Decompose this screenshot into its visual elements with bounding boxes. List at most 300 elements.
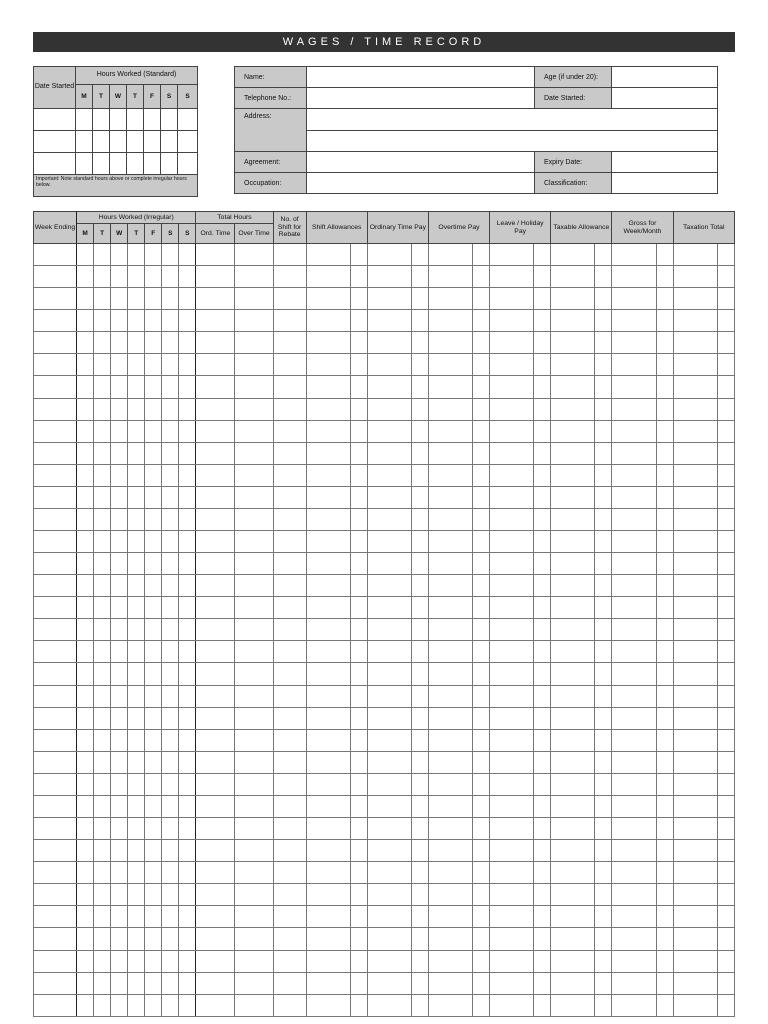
ordinary-time-pay-cents-cell[interactable]	[411, 994, 428, 1016]
gross-week-month-dollars-cell[interactable]	[612, 994, 656, 1016]
leave-holiday-pay-dollars-cell[interactable]	[490, 840, 534, 862]
ord-time-cell[interactable]	[196, 376, 235, 398]
day-sunday-hours-cell[interactable]	[179, 398, 196, 420]
ord-time-cell[interactable]	[196, 597, 235, 619]
taxation-total-cents-cell[interactable]	[717, 354, 734, 376]
shift-allowances-dollars-cell[interactable]	[306, 310, 350, 332]
over-time-cell[interactable]	[235, 751, 273, 773]
day-sunday-hours-cell[interactable]	[179, 244, 196, 266]
ord-time-cell[interactable]	[196, 663, 235, 685]
over-time-cell[interactable]	[235, 685, 273, 707]
day-tuesday-hours-cell[interactable]	[94, 508, 111, 530]
day-saturday-hours-cell[interactable]	[162, 531, 179, 553]
shifts-rebate-cell[interactable]	[273, 729, 306, 751]
week-ending-cell[interactable]	[34, 420, 77, 442]
gross-week-month-dollars-cell[interactable]	[612, 906, 656, 928]
day-monday-hours-cell[interactable]	[77, 553, 94, 575]
taxable-allowance-cents-cell[interactable]	[595, 288, 612, 310]
week-ending-cell[interactable]	[34, 332, 77, 354]
ord-time-cell[interactable]	[196, 994, 235, 1016]
shift-allowances-cents-cell[interactable]	[350, 354, 367, 376]
shifts-rebate-cell[interactable]	[273, 773, 306, 795]
leave-holiday-pay-dollars-cell[interactable]	[490, 685, 534, 707]
day-sunday-hours-cell[interactable]	[179, 884, 196, 906]
ordinary-time-pay-dollars-cell[interactable]	[367, 619, 411, 641]
ordinary-time-pay-cents-cell[interactable]	[411, 840, 428, 862]
leave-holiday-pay-cents-cell[interactable]	[534, 685, 551, 707]
day-sunday-hours-cell[interactable]	[179, 597, 196, 619]
day-tuesday-hours-cell[interactable]	[94, 818, 111, 840]
day-friday-hours-cell[interactable]	[145, 773, 162, 795]
over-time-cell[interactable]	[235, 795, 273, 817]
overtime-pay-dollars-cell[interactable]	[428, 818, 472, 840]
ord-time-cell[interactable]	[196, 707, 235, 729]
shift-allowances-dollars-cell[interactable]	[306, 685, 350, 707]
day-thursday-hours-cell[interactable]	[128, 266, 145, 288]
taxation-total-cents-cell[interactable]	[717, 288, 734, 310]
taxation-total-dollars-cell[interactable]	[673, 420, 717, 442]
day-sunday-hours-cell[interactable]	[179, 906, 196, 928]
over-time-cell[interactable]	[235, 442, 273, 464]
shifts-rebate-cell[interactable]	[273, 751, 306, 773]
day-saturday-hours-cell[interactable]	[162, 288, 179, 310]
overtime-pay-dollars-cell[interactable]	[428, 994, 472, 1016]
taxable-allowance-cents-cell[interactable]	[595, 332, 612, 354]
taxable-allowance-dollars-cell[interactable]	[551, 310, 595, 332]
ord-time-cell[interactable]	[196, 266, 235, 288]
overtime-pay-dollars-cell[interactable]	[428, 508, 472, 530]
day-thursday-hours-cell[interactable]	[127, 131, 144, 153]
gross-week-month-cents-cell[interactable]	[656, 244, 673, 266]
shift-allowances-dollars-cell[interactable]	[306, 906, 350, 928]
taxable-allowance-dollars-cell[interactable]	[551, 464, 595, 486]
day-thursday-hours-cell[interactable]	[128, 707, 145, 729]
day-thursday-hours-cell[interactable]	[128, 420, 145, 442]
taxable-allowance-cents-cell[interactable]	[595, 597, 612, 619]
ordinary-time-pay-dollars-cell[interactable]	[367, 818, 411, 840]
day-saturday-hours-cell[interactable]	[162, 707, 179, 729]
taxation-total-dollars-cell[interactable]	[673, 244, 717, 266]
leave-holiday-pay-cents-cell[interactable]	[534, 818, 551, 840]
day-friday-hours-cell[interactable]	[145, 972, 162, 994]
taxable-allowance-cents-cell[interactable]	[595, 950, 612, 972]
week-ending-cell[interactable]	[34, 994, 77, 1016]
day-tuesday-hours-cell[interactable]	[94, 288, 111, 310]
overtime-pay-cents-cell[interactable]	[473, 663, 490, 685]
shift-allowances-cents-cell[interactable]	[350, 266, 367, 288]
ordinary-time-pay-cents-cell[interactable]	[411, 972, 428, 994]
leave-holiday-pay-dollars-cell[interactable]	[490, 508, 534, 530]
overtime-pay-dollars-cell[interactable]	[428, 597, 472, 619]
day-thursday-hours-cell[interactable]	[128, 442, 145, 464]
day-tuesday-hours-cell[interactable]	[94, 244, 111, 266]
day-monday-hours-cell[interactable]	[77, 531, 94, 553]
taxation-total-cents-cell[interactable]	[717, 928, 734, 950]
taxation-total-cents-cell[interactable]	[717, 906, 734, 928]
shifts-rebate-cell[interactable]	[273, 531, 306, 553]
day-thursday-hours-cell[interactable]	[128, 398, 145, 420]
day-sunday-hours-cell[interactable]	[179, 486, 196, 508]
day-tuesday-hours-cell[interactable]	[94, 531, 111, 553]
over-time-cell[interactable]	[235, 398, 273, 420]
ordinary-time-pay-cents-cell[interactable]	[411, 398, 428, 420]
leave-holiday-pay-dollars-cell[interactable]	[490, 619, 534, 641]
day-saturday-hours-cell[interactable]	[162, 508, 179, 530]
week-ending-cell[interactable]	[34, 508, 77, 530]
day-saturday-hours-cell[interactable]	[162, 442, 179, 464]
taxable-allowance-cents-cell[interactable]	[595, 884, 612, 906]
over-time-cell[interactable]	[235, 310, 273, 332]
taxation-total-dollars-cell[interactable]	[673, 972, 717, 994]
shifts-rebate-cell[interactable]	[273, 840, 306, 862]
taxable-allowance-cents-cell[interactable]	[595, 575, 612, 597]
over-time-cell[interactable]	[235, 707, 273, 729]
leave-holiday-pay-cents-cell[interactable]	[534, 464, 551, 486]
ordinary-time-pay-dollars-cell[interactable]	[367, 464, 411, 486]
day-sunday-hours-cell[interactable]	[179, 818, 196, 840]
over-time-cell[interactable]	[235, 244, 273, 266]
week-ending-cell[interactable]	[34, 862, 77, 884]
day-monday-hours-cell[interactable]	[77, 354, 94, 376]
leave-holiday-pay-dollars-cell[interactable]	[490, 288, 534, 310]
ordinary-time-pay-cents-cell[interactable]	[411, 376, 428, 398]
taxation-total-dollars-cell[interactable]	[673, 575, 717, 597]
overtime-pay-cents-cell[interactable]	[473, 773, 490, 795]
taxable-allowance-cents-cell[interactable]	[595, 486, 612, 508]
taxable-allowance-cents-cell[interactable]	[595, 663, 612, 685]
day-thursday-hours-cell[interactable]	[128, 818, 145, 840]
overtime-pay-dollars-cell[interactable]	[428, 972, 472, 994]
leave-holiday-pay-cents-cell[interactable]	[534, 840, 551, 862]
shift-allowances-dollars-cell[interactable]	[306, 619, 350, 641]
taxable-allowance-cents-cell[interactable]	[595, 972, 612, 994]
day-monday-hours-cell[interactable]	[77, 508, 94, 530]
ord-time-cell[interactable]	[196, 906, 235, 928]
leave-holiday-pay-dollars-cell[interactable]	[490, 597, 534, 619]
gross-week-month-dollars-cell[interactable]	[612, 773, 656, 795]
day-sunday-hours-cell[interactable]	[179, 266, 196, 288]
ordinary-time-pay-dollars-cell[interactable]	[367, 950, 411, 972]
day-friday-hours-cell[interactable]	[145, 420, 162, 442]
leave-holiday-pay-dollars-cell[interactable]	[490, 707, 534, 729]
shift-allowances-cents-cell[interactable]	[350, 531, 367, 553]
leave-holiday-pay-dollars-cell[interactable]	[490, 354, 534, 376]
week-ending-cell[interactable]	[34, 575, 77, 597]
leave-holiday-pay-cents-cell[interactable]	[534, 376, 551, 398]
day-sunday-hours-cell[interactable]	[179, 376, 196, 398]
ordinary-time-pay-dollars-cell[interactable]	[367, 906, 411, 928]
taxable-allowance-dollars-cell[interactable]	[551, 354, 595, 376]
day-thursday-hours-cell[interactable]	[128, 354, 145, 376]
day-wednesday-hours-cell[interactable]	[111, 486, 128, 508]
gross-week-month-dollars-cell[interactable]	[612, 641, 656, 663]
day-monday-hours-cell[interactable]	[77, 972, 94, 994]
day-thursday-hours-cell[interactable]	[128, 663, 145, 685]
leave-holiday-pay-cents-cell[interactable]	[534, 641, 551, 663]
day-tuesday-hours-cell[interactable]	[94, 729, 111, 751]
shifts-rebate-cell[interactable]	[273, 420, 306, 442]
shift-allowances-cents-cell[interactable]	[350, 486, 367, 508]
overtime-pay-dollars-cell[interactable]	[428, 685, 472, 707]
week-ending-cell[interactable]	[34, 928, 77, 950]
ordinary-time-pay-cents-cell[interactable]	[411, 619, 428, 641]
shift-allowances-dollars-cell[interactable]	[306, 729, 350, 751]
taxation-total-dollars-cell[interactable]	[673, 442, 717, 464]
day-wednesday-hours-cell[interactable]	[111, 376, 128, 398]
day-sunday-hours-cell[interactable]	[179, 619, 196, 641]
shift-allowances-cents-cell[interactable]	[350, 840, 367, 862]
shift-allowances-cents-cell[interactable]	[350, 420, 367, 442]
shifts-rebate-cell[interactable]	[273, 597, 306, 619]
taxable-allowance-cents-cell[interactable]	[595, 928, 612, 950]
overtime-pay-cents-cell[interactable]	[473, 818, 490, 840]
taxable-allowance-cents-cell[interactable]	[595, 994, 612, 1016]
leave-holiday-pay-cents-cell[interactable]	[534, 950, 551, 972]
shifts-rebate-cell[interactable]	[273, 862, 306, 884]
day-monday-hours-cell[interactable]	[77, 795, 94, 817]
day-thursday-hours-cell[interactable]	[128, 332, 145, 354]
leave-holiday-pay-dollars-cell[interactable]	[490, 641, 534, 663]
day-sunday-hours-cell[interactable]	[179, 795, 196, 817]
gross-week-month-dollars-cell[interactable]	[612, 862, 656, 884]
gross-week-month-cents-cell[interactable]	[656, 575, 673, 597]
shifts-rebate-cell[interactable]	[273, 884, 306, 906]
overtime-pay-cents-cell[interactable]	[473, 795, 490, 817]
leave-holiday-pay-dollars-cell[interactable]	[490, 928, 534, 950]
ordinary-time-pay-cents-cell[interactable]	[411, 818, 428, 840]
ordinary-time-pay-cents-cell[interactable]	[411, 464, 428, 486]
day-friday-hours-cell[interactable]	[145, 906, 162, 928]
leave-holiday-pay-dollars-cell[interactable]	[490, 729, 534, 751]
day-tuesday-hours-cell[interactable]	[94, 972, 111, 994]
shift-allowances-dollars-cell[interactable]	[306, 641, 350, 663]
ord-time-cell[interactable]	[196, 840, 235, 862]
taxable-allowance-cents-cell[interactable]	[595, 619, 612, 641]
taxation-total-dollars-cell[interactable]	[673, 928, 717, 950]
taxation-total-cents-cell[interactable]	[717, 420, 734, 442]
ord-time-cell[interactable]	[196, 288, 235, 310]
day-tuesday-hours-cell[interactable]	[94, 597, 111, 619]
leave-holiday-pay-dollars-cell[interactable]	[490, 663, 534, 685]
day-thursday-hours-cell[interactable]	[128, 928, 145, 950]
shift-allowances-cents-cell[interactable]	[350, 575, 367, 597]
taxation-total-cents-cell[interactable]	[717, 508, 734, 530]
day-monday-hours-cell[interactable]	[77, 376, 94, 398]
over-time-cell[interactable]	[235, 619, 273, 641]
week-ending-cell[interactable]	[34, 619, 77, 641]
shift-allowances-cents-cell[interactable]	[350, 906, 367, 928]
gross-week-month-cents-cell[interactable]	[656, 310, 673, 332]
shift-allowances-dollars-cell[interactable]	[306, 288, 350, 310]
day-thursday-hours-cell[interactable]	[128, 972, 145, 994]
day-tuesday-hours-cell[interactable]	[94, 663, 111, 685]
ordinary-time-pay-cents-cell[interactable]	[411, 729, 428, 751]
gross-week-month-dollars-cell[interactable]	[612, 597, 656, 619]
week-ending-cell[interactable]	[34, 840, 77, 862]
day-tuesday-hours-cell[interactable]	[94, 398, 111, 420]
day-monday-hours-cell[interactable]	[77, 707, 94, 729]
shift-allowances-dollars-cell[interactable]	[306, 332, 350, 354]
taxable-allowance-cents-cell[interactable]	[595, 553, 612, 575]
ordinary-time-pay-cents-cell[interactable]	[411, 795, 428, 817]
shifts-rebate-cell[interactable]	[273, 332, 306, 354]
leave-holiday-pay-dollars-cell[interactable]	[490, 442, 534, 464]
ord-time-cell[interactable]	[196, 773, 235, 795]
taxable-allowance-cents-cell[interactable]	[595, 818, 612, 840]
day-saturday-hours-cell[interactable]	[162, 663, 179, 685]
taxation-total-dollars-cell[interactable]	[673, 398, 717, 420]
day-wednesday-hours-cell[interactable]	[111, 906, 128, 928]
leave-holiday-pay-dollars-cell[interactable]	[490, 464, 534, 486]
gross-week-month-cents-cell[interactable]	[656, 508, 673, 530]
day-thursday-hours-cell[interactable]	[128, 950, 145, 972]
day-wednesday-hours-cell[interactable]	[111, 354, 128, 376]
day-saturday-hours-cell[interactable]	[162, 244, 179, 266]
day-friday-hours-cell[interactable]	[145, 310, 162, 332]
taxation-total-dollars-cell[interactable]	[673, 531, 717, 553]
gross-week-month-cents-cell[interactable]	[656, 685, 673, 707]
ordinary-time-pay-cents-cell[interactable]	[411, 950, 428, 972]
ord-time-cell[interactable]	[196, 508, 235, 530]
week-ending-cell[interactable]	[34, 310, 77, 332]
day-sunday-hours-cell[interactable]	[178, 131, 198, 153]
leave-holiday-pay-cents-cell[interactable]	[534, 508, 551, 530]
day-wednesday-hours-cell[interactable]	[111, 597, 128, 619]
taxation-total-cents-cell[interactable]	[717, 553, 734, 575]
day-saturday-hours-cell[interactable]	[162, 376, 179, 398]
overtime-pay-dollars-cell[interactable]	[428, 795, 472, 817]
taxable-allowance-cents-cell[interactable]	[595, 310, 612, 332]
shift-allowances-dollars-cell[interactable]	[306, 663, 350, 685]
overtime-pay-cents-cell[interactable]	[473, 508, 490, 530]
leave-holiday-pay-dollars-cell[interactable]	[490, 420, 534, 442]
taxation-total-dollars-cell[interactable]	[673, 266, 717, 288]
week-ending-cell[interactable]	[34, 685, 77, 707]
day-monday-hours-cell[interactable]	[77, 420, 94, 442]
over-time-cell[interactable]	[235, 266, 273, 288]
day-sunday-hours-cell[interactable]	[179, 707, 196, 729]
day-thursday-hours-cell[interactable]	[128, 575, 145, 597]
gross-week-month-dollars-cell[interactable]	[612, 707, 656, 729]
day-tuesday-hours-cell[interactable]	[94, 928, 111, 950]
over-time-cell[interactable]	[235, 641, 273, 663]
leave-holiday-pay-dollars-cell[interactable]	[490, 553, 534, 575]
overtime-pay-dollars-cell[interactable]	[428, 840, 472, 862]
day-tuesday-hours-cell[interactable]	[94, 486, 111, 508]
day-saturday-hours-cell[interactable]	[162, 840, 179, 862]
day-friday-hours-cell[interactable]	[145, 376, 162, 398]
day-monday-hours-cell[interactable]	[77, 310, 94, 332]
day-monday-hours-cell[interactable]	[76, 109, 93, 131]
overtime-pay-cents-cell[interactable]	[473, 972, 490, 994]
taxation-total-dollars-cell[interactable]	[673, 795, 717, 817]
shift-allowances-dollars-cell[interactable]	[306, 795, 350, 817]
classification-field[interactable]	[612, 173, 718, 194]
ordinary-time-pay-cents-cell[interactable]	[411, 266, 428, 288]
ordinary-time-pay-cents-cell[interactable]	[411, 244, 428, 266]
ordinary-time-pay-dollars-cell[interactable]	[367, 398, 411, 420]
day-wednesday-hours-cell[interactable]	[111, 442, 128, 464]
week-ending-cell[interactable]	[34, 398, 77, 420]
ordinary-time-pay-cents-cell[interactable]	[411, 354, 428, 376]
leave-holiday-pay-cents-cell[interactable]	[534, 266, 551, 288]
gross-week-month-dollars-cell[interactable]	[612, 398, 656, 420]
gross-week-month-dollars-cell[interactable]	[612, 420, 656, 442]
ordinary-time-pay-dollars-cell[interactable]	[367, 928, 411, 950]
day-wednesday-hours-cell[interactable]	[111, 575, 128, 597]
day-friday-hours-cell[interactable]	[145, 707, 162, 729]
day-wednesday-hours-cell[interactable]	[111, 685, 128, 707]
week-ending-cell[interactable]	[34, 641, 77, 663]
leave-holiday-pay-dollars-cell[interactable]	[490, 795, 534, 817]
ordinary-time-pay-dollars-cell[interactable]	[367, 310, 411, 332]
shift-allowances-cents-cell[interactable]	[350, 619, 367, 641]
gross-week-month-dollars-cell[interactable]	[612, 288, 656, 310]
taxable-allowance-dollars-cell[interactable]	[551, 928, 595, 950]
day-tuesday-hours-cell[interactable]	[94, 442, 111, 464]
overtime-pay-dollars-cell[interactable]	[428, 486, 472, 508]
week-ending-cell[interactable]	[34, 818, 77, 840]
day-thursday-hours-cell[interactable]	[128, 862, 145, 884]
shift-allowances-cents-cell[interactable]	[350, 244, 367, 266]
day-thursday-hours-cell[interactable]	[128, 619, 145, 641]
taxation-total-cents-cell[interactable]	[717, 597, 734, 619]
taxation-total-dollars-cell[interactable]	[673, 486, 717, 508]
over-time-cell[interactable]	[235, 862, 273, 884]
gross-week-month-cents-cell[interactable]	[656, 420, 673, 442]
shift-allowances-cents-cell[interactable]	[350, 795, 367, 817]
day-wednesday-hours-cell[interactable]	[111, 972, 128, 994]
overtime-pay-cents-cell[interactable]	[473, 486, 490, 508]
day-thursday-hours-cell[interactable]	[128, 597, 145, 619]
day-tuesday-hours-cell[interactable]	[94, 310, 111, 332]
shifts-rebate-cell[interactable]	[273, 354, 306, 376]
shifts-rebate-cell[interactable]	[273, 464, 306, 486]
overtime-pay-dollars-cell[interactable]	[428, 244, 472, 266]
day-tuesday-hours-cell[interactable]	[94, 332, 111, 354]
shifts-rebate-cell[interactable]	[273, 928, 306, 950]
day-saturday-hours-cell[interactable]	[162, 862, 179, 884]
overtime-pay-dollars-cell[interactable]	[428, 376, 472, 398]
ord-time-cell[interactable]	[196, 729, 235, 751]
taxable-allowance-cents-cell[interactable]	[595, 531, 612, 553]
leave-holiday-pay-cents-cell[interactable]	[534, 729, 551, 751]
day-sunday-hours-cell[interactable]	[179, 729, 196, 751]
ord-time-cell[interactable]	[196, 619, 235, 641]
taxable-allowance-dollars-cell[interactable]	[551, 950, 595, 972]
day-thursday-hours-cell[interactable]	[128, 376, 145, 398]
overtime-pay-cents-cell[interactable]	[473, 862, 490, 884]
day-sunday-hours-cell[interactable]	[179, 442, 196, 464]
gross-week-month-dollars-cell[interactable]	[612, 464, 656, 486]
taxation-total-dollars-cell[interactable]	[673, 508, 717, 530]
shifts-rebate-cell[interactable]	[273, 442, 306, 464]
gross-week-month-dollars-cell[interactable]	[612, 818, 656, 840]
day-wednesday-hours-cell[interactable]	[111, 641, 128, 663]
day-friday-hours-cell[interactable]	[145, 575, 162, 597]
shifts-rebate-cell[interactable]	[273, 553, 306, 575]
shift-allowances-dollars-cell[interactable]	[306, 244, 350, 266]
ordinary-time-pay-dollars-cell[interactable]	[367, 420, 411, 442]
day-saturday-hours-cell[interactable]	[161, 131, 178, 153]
over-time-cell[interactable]	[235, 884, 273, 906]
day-friday-hours-cell[interactable]	[145, 464, 162, 486]
ordinary-time-pay-cents-cell[interactable]	[411, 773, 428, 795]
week-ending-cell[interactable]	[34, 486, 77, 508]
gross-week-month-cents-cell[interactable]	[656, 266, 673, 288]
taxable-allowance-dollars-cell[interactable]	[551, 486, 595, 508]
week-ending-cell[interactable]	[34, 288, 77, 310]
